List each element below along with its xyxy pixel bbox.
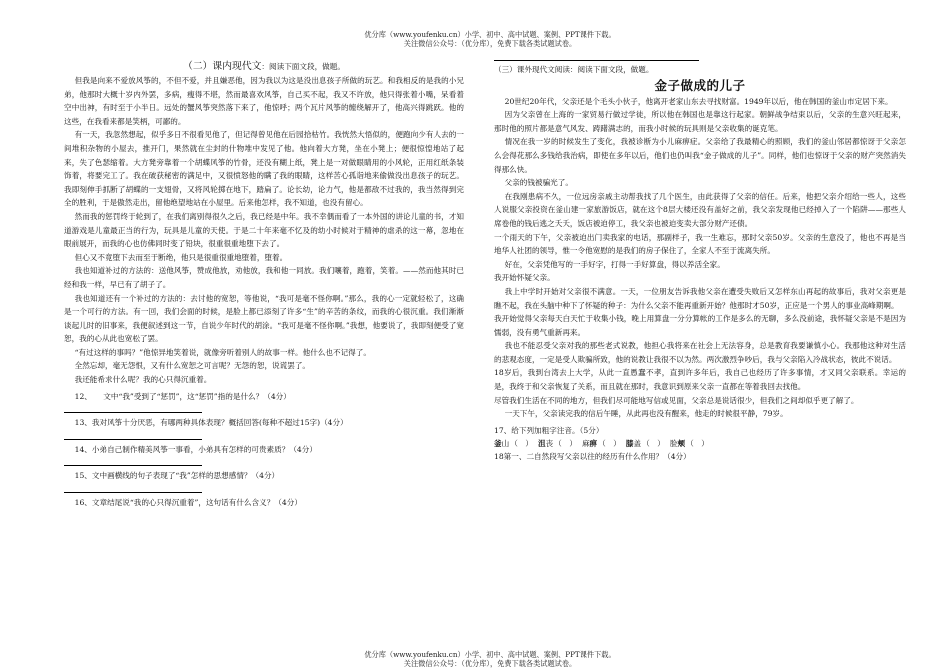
right-column: [494, 60, 906, 464]
header-line-2: 关注微信公众号：（优分库），免费下载各类试题试卷。: [403, 39, 577, 48]
section-title-2: [64, 60, 464, 74]
story-paragraph: 一天下午，父亲读完我的信后午睡，从此再也没有醒来，他走的时候很平静，79岁。: [504, 409, 788, 419]
page-header: [300, 30, 680, 48]
passage-paragraph: 我也知道还有一个补过的方法的：去讨他的宽恕，等他说，“我可是毫不怪你啊。”那么，我的心一定就轻松了，这确是一个可行的方法。有一回，我们会面的时候，是脸上都已添刻了许多“生”的辛苦的条纹，而我的心很沉重。我们渐渐谈起儿时的旧事来，我便叙述到这一节，自说少年时代的胡涂。“我可是毫不怪你啊。”我想，他要说了，我即刻便受了宽恕，我的心从此也宽松了罢。: [64, 293, 464, 344]
story-paragraph: 好在，父亲凭他写的一手好字，打得一手好算盘，得以养活全家。: [504, 259, 725, 269]
footer-line-2: 关注微信公众号：（优分库），免费下载各类试题试卷。: [403, 659, 577, 668]
header-line-1: 优分库（www.youfenku.cn）小学、初中、高中试题、案例、PPT课件下载。: [364, 30, 616, 39]
story-paragraph: 我上中学时开始对父亲很不满意。一天，一位朋友告诉我他父亲在遭受失败后又怎样东山再起的故事后，我对父亲更是瞧不起，我在头脑中种下了怀疑的种子：为什么父亲不能再重新开始？他那时才50岁，正应是一个男人的事业高峰期啊。: [494, 286, 906, 310]
question-17: 17、给下列加粗字注音。（5分）: [494, 425, 604, 435]
passage-paragraph: 然而我的惩罚终于轮到了，在我们离别得很久之后，我已经是中年。我不幸偶而看了一本外国的讲论儿童的书，才知道游戏是儿童最正当的行为，玩具是儿童的天使。于是二十年来毫不忆及的幼小时候对于精神的虐杀的这一幕，忽地在眼前展开，而我的心也仿佛同时变了铅块，很重很重地堕下去了。: [64, 211, 464, 249]
pinyin-item-4: 膝盖（ ）: [625, 439, 665, 449]
question-16: 16、文章结尾说“我的心只得沉重着”，这句话有什么含义？（4分）: [74, 498, 302, 508]
section-label-3: （三）课外现代文阅读：阅读下面文段，做题。: [494, 65, 654, 74]
answer-line: [64, 430, 202, 440]
question-14: 14、小弟自己制作精美风筝一事看，小弟具有怎样的可贵素质？（4分）: [74, 444, 317, 454]
passage-paragraph: 我还能希求什么呢？我的心只得沉重着。: [74, 375, 212, 385]
story-paragraph: 我开始觉得父亲每天白天忙于收集小钱，晚上用算盘一分分算帐的工作是多么的无聊，多么没前途，我怀疑父亲是不是因为懦弱，没有勇气重新再来。: [494, 314, 906, 337]
story-paragraph: 18岁后，我到台湾去上大学，从此一直愚蠢不孝，直到许多年后，我自己也经历了许多事情，才又同父亲联系。幸运的是，我终于和父亲恢复了关系，而且就在那时，我意识到原来父亲一直都在等着我回去找他。: [494, 368, 906, 392]
story-paragraph: 20世纪20年代，父亲还是个毛头小伙子，他离开老家山东去寻找财富。1949年以后，他在韩国的釜山市定居下来。: [504, 96, 893, 106]
passage-paragraph: 全然忘却，毫无怨恨，又有什么宽恕之可言呢？无怨的恕，说谎罢了。: [74, 361, 311, 371]
story-paragraph: 尽管我们生活在不同的地方，但我们尽可能地写信或见面，父亲总是说话很少，但我们之间却似乎更了解了。: [494, 395, 859, 405]
pinyin-item-1: 釜山（ ）: [494, 439, 533, 449]
story-paragraph: 一个雨天的下午，父亲被迫出门卖我家的电话，那副样子，我一生难忘，那时父亲50岁。父亲的生意没了，他也不再是当地华人社团的领导，惟一令他宽慰的是我们的房子保住了，全家人不至于流离失所。: [494, 232, 906, 256]
left-column: [64, 60, 464, 510]
pinyin-item-3: 麻痹（ ）: [581, 439, 621, 449]
passage-paragraph: 但我是向来不爱放风筝的，不但不爱，并且嫌恶他，因为我以为这是没出息孩子所做的玩艺。和我相反的是我的小兄弟，他那时大概十岁内外罢，多病，瘦得不堪，然而最喜欢风筝，自己买不起，我又不许放，他只得张着小嘴，呆看着空中出神，有时至于小半日。远处的蟹风筝突然落下来了，他惊呼；两个瓦片风筝的缠绕解开了，他高兴得跳跃。他的这些，在我看来都是笑柄，可鄙的。: [64, 76, 464, 126]
story-paragraph: 情况在我一岁的时候发生了变化，我被诊断为小儿麻痹症。父亲给了我最精心的照顾，我们的釜山邻居都惊讶于父亲怎么会得花那么多钱给我治病，即使在多年以后，他们也仍叫我“金子做成的儿子”。同样，他们也惊讶于父亲的财产突然消失得那么快。: [494, 137, 906, 174]
question-12: 12、 文中“我”受到了“惩罚”，这“惩罚”指的是什么？（4分）: [74, 391, 291, 401]
top-rule: [494, 60, 699, 61]
passage-paragraph: 但心又不竟堕下去而至于断绝，他只是很重很重地堕着，堕着。: [74, 252, 288, 262]
answer-line: [64, 483, 202, 493]
question-15: 15、文中画横线的句子表现了“我”怎样的思想感情？（4分）: [74, 471, 280, 481]
passage-paragraph: “有过这样的事吗？”他惊异地笑着说，就像旁听着别人的故事一样。他什么也不记得了。: [74, 347, 371, 357]
story-paragraph: 我也不能忍受父亲对我的那些老式说教，他担心我将来在社会上无法容身，总是教育我要谦慎小心。我那他这种对生活的悲观态度，一定是受人欺骗所致，他的说教让我很不以为然。两次激烈争吵后，我与父亲陷入冷战状态，彼此不说话。: [494, 341, 906, 364]
story-title: 金子做成的儿子: [654, 77, 746, 93]
section-title-text: （二）课内现代文: [183, 61, 262, 72]
footer-line-1: 优分库（www.youfenku.cn）小学、初中、高中试题、案例、PPT课件下载。: [364, 650, 616, 659]
answer-line: [64, 403, 202, 413]
story-paragraph: 我开始怀疑父亲。: [494, 273, 555, 283]
pinyin-item-2: 沮丧（ ）: [537, 439, 577, 449]
pinyin-row: [494, 437, 906, 450]
story-paragraph: 在我刚患病不久，一位远房亲戚主动帮我找了几个医生，由此获得了父亲的信任。后来，他把父亲介绍给一些人，这些人说服父亲投资在釜山建一家旅游饭店，就在这个8层大楼还没有盖好之前，我父亲发现他已经掉入了一个陷阱——那些人席卷他的钱后逃之夭夭，饭店被迫停工，我父亲也被迫变卖大部分财产还债。: [494, 191, 906, 228]
section-hint: ：阅读下面文段，做题。: [261, 62, 345, 71]
page-footer: [300, 650, 680, 668]
question-18: 18第一、二自然段写父亲以往的经历有什么作用？（4分）: [494, 452, 691, 462]
answer-line: [64, 456, 202, 466]
story-paragraph: 因为父亲曾在上海的一家贸易行做过学徒，所以他在韩国也是靠这行起家。朝鲜战争结束以后，父亲的生意兴旺起来，那时他的照片都是意气风发、踌躇满志的，而我小时候的玩具则是父亲收集的诞克笔。: [494, 110, 906, 133]
passage-paragraph: 我也知道补过的方法的：送他风筝，赞成他放，劝他放，我和他一同放。我们嚷着，跑着，笑着。——然而他其时已经和我一样，早已有了胡子了。: [64, 266, 464, 289]
story-paragraph: 父亲的钱被骗光了。: [504, 178, 573, 188]
passage-paragraph: 有一天，我忽然想起，似乎多日不很看见他了，但记得曾见他在后园拾枯竹。我恍然大悟似的，便跑向少有人去的一间堆积杂物的小屋去，推开门，果然就在尘封的什物堆中发见了他。他向着大方凳，坐在小凳上；便很惊惶地站了起来，失了色瑟缩着。大方凳旁靠着一个胡蝶风筝的竹骨，还没有糊上纸，凳上是一对做眼睛用的小风轮，正用红纸条装饰着，将要完工了。我在破获秘密的满足中，又很愤怒他的瞒了我的眼睛，这样苦心孤诣地来偷做没出息孩子的玩艺。我即刻伸手抓断了胡蝶的一支翅骨，又将风轮掷在地下，踏扁了。论长幼，论力气，他是都敌不过我的，我当然得到完全的胜利，于是傲然走出，留他绝望地站在小屋里。后来他怎样，我不知道，也没有留心。: [64, 130, 464, 208]
pinyin-item-5: 脸颊（ ）: [669, 439, 709, 449]
question-13: 13、我对风筝十分厌恶，有哪两种具体表现？概括回答(每种不超过15字)（4分）: [74, 418, 348, 428]
